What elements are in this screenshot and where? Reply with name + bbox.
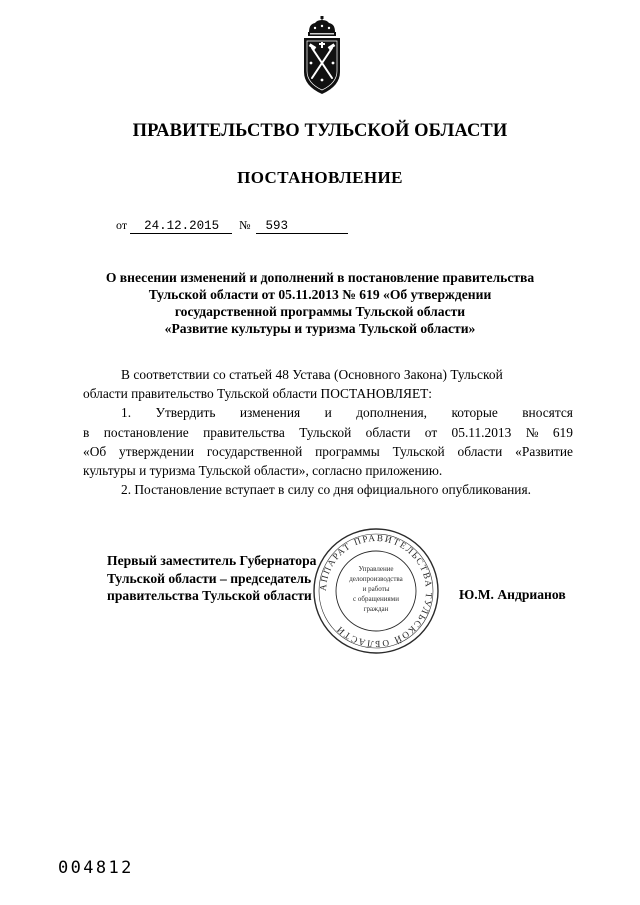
subject-line: О внесении изменений и дополнений в постановление правительства xyxy=(105,270,535,285)
body-word: Тульской xyxy=(392,443,445,459)
body-word: «Об xyxy=(83,443,107,459)
subject-line: «Развитие культуры и туризма Тульской области» xyxy=(164,321,476,336)
stamp-center-line: Управление xyxy=(358,565,394,573)
body-word: от xyxy=(424,424,438,440)
signer-title-line: Первый заместитель Губернатора xyxy=(107,553,317,568)
body-word: постановление xyxy=(103,424,189,440)
body-word: области xyxy=(365,424,411,440)
coat-of-arms-emblem xyxy=(299,16,345,96)
signer-title-line: Тульской области – председатель xyxy=(107,570,312,586)
body-word: Тульской xyxy=(299,424,352,440)
stamp-center-line: граждан xyxy=(363,605,389,613)
body-word: изменения xyxy=(239,405,301,421)
body-paragraph-2-line xyxy=(83,403,573,422)
signer-title-line: правительства Тульской области xyxy=(107,588,312,603)
body-word: и xyxy=(324,405,332,421)
official-stamp xyxy=(312,527,440,655)
government-title: ПРАВИТЕЛЬСТВО ТУЛЬСКОЙ ОБЛАСТИ xyxy=(132,121,508,141)
body-word: 05.11.2013 xyxy=(451,424,512,440)
registration-number: 004812 xyxy=(58,858,134,878)
body-paragraph-2-line xyxy=(83,442,573,461)
body-word: области xyxy=(457,443,503,459)
body-word: в xyxy=(83,424,90,440)
signer-title xyxy=(107,552,316,605)
body-word: правительства xyxy=(203,424,285,440)
document-type: ПОСТАНОВЛЕНИЕ xyxy=(237,168,403,187)
body-word: № xyxy=(525,424,539,440)
body-paragraph-2-line xyxy=(83,423,573,442)
date-number-line xyxy=(116,218,348,234)
body-word: государственной xyxy=(206,443,303,459)
body-word: программы xyxy=(315,443,380,459)
subject-line: Тульской области от 05.11.2013 № 619 «Об утверждении xyxy=(148,287,492,302)
stamp-center-line: с обращениями xyxy=(353,595,399,603)
body-word: дополнения, xyxy=(356,405,428,421)
document-body xyxy=(83,365,573,499)
body-word: вносятся xyxy=(522,405,573,421)
body-word: которые xyxy=(451,405,498,421)
body-word: утверждении xyxy=(119,443,194,459)
body-paragraph-2-line: культуры и туризма Тульской области», согласно приложению. xyxy=(83,463,443,479)
body-word: Утвердить xyxy=(155,405,216,421)
stamp-center-line: и работы xyxy=(362,585,390,593)
body-paragraph-1-line: В соответствии со статьей 48 Устава (Основного Закона) Тульской xyxy=(121,367,503,382)
body-word: 619 xyxy=(552,424,573,440)
subject-line: государственной программы Тульской области xyxy=(174,304,466,319)
body-word: 1. xyxy=(121,405,132,421)
body-paragraph-1-line: области правительство Тульской области ПОСТАНОВЛЯЕТ: xyxy=(83,386,433,402)
document-subject xyxy=(70,269,570,337)
stamp-ring-text: АППАРАТ ПРАВИТЕЛЬСТВА ТУЛЬСКОЙ ОБЛАСТИ xyxy=(317,532,435,650)
date-prefix: от xyxy=(116,218,128,232)
document-number: 593 xyxy=(256,219,348,234)
signer-name: Ю.М. Андрианов xyxy=(459,587,566,602)
document-date: 24.12.2015 xyxy=(130,219,232,234)
body-word: «Развитие xyxy=(515,443,573,459)
body-paragraph-3-line: 2. Постановление вступает в силу со дня официального опубликования. xyxy=(121,482,531,498)
number-sign: № xyxy=(239,218,251,232)
stamp-center-line: делопроизводства xyxy=(349,575,403,583)
